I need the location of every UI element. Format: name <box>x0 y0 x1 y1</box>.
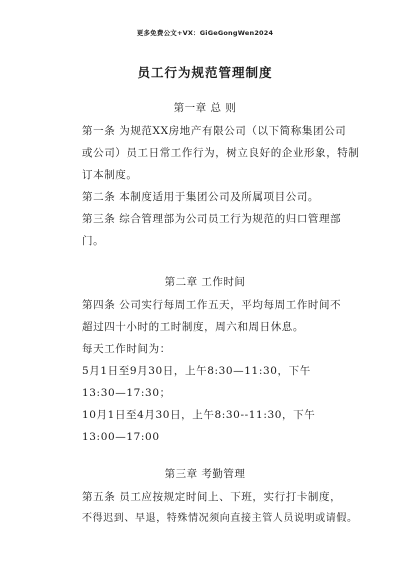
paragraph-line: 超过四十小时的工时制度，周六和周日休息。 <box>82 321 304 333</box>
document-title: 员工行为规范管理制度 <box>137 65 273 80</box>
paragraph-line: 每天工作时间为： <box>82 343 171 355</box>
paragraph-line: 第五条 员工应按规定时间上、下班，实行打卡制度， <box>82 491 342 503</box>
paragraph-line: 第二条 本制度适用于集团公司及所属项目公司。 <box>82 191 320 203</box>
paragraph-line: 或公司）员工日常工作行为，树立良好的企业形象，特制 <box>82 147 360 159</box>
paragraph-line: 订本制度。 <box>82 169 138 181</box>
paragraph-line: 13:00—17:00 <box>82 431 160 443</box>
chapter-heading-3: 第三章 考勤管理 <box>164 468 246 480</box>
chapter-heading-2: 第二章 工作时间 <box>164 276 246 288</box>
paragraph-line: 5月1日至9月30日，上午8:30—11:30，下午 <box>82 365 311 377</box>
header-note: 更多免费公文+VX：GiGeGongWen2024 <box>136 29 274 37</box>
paragraph-line: 第三条 综合管理部为公司员工行为规范的归口管理部 <box>82 213 342 225</box>
paragraph-line: 第四条 公司实行每周工作五天，平均每周工作时间不 <box>82 299 342 311</box>
paragraph-line: 10月1日至4月30日，上午8:30--11:30，下午 <box>82 409 316 421</box>
paragraph-line: 不得迟到、早退，特殊情况须向直接主管人员说明或请假。 <box>82 513 358 524</box>
chapter-heading-1: 第一章 总 则 <box>173 102 237 114</box>
paragraph-line: 门。 <box>82 235 105 247</box>
paragraph-line: 第一条 为规范XX房地产有限公司（以下简称集团公司 <box>82 125 347 137</box>
paragraph-line: 13:30—17:30； <box>82 387 171 399</box>
